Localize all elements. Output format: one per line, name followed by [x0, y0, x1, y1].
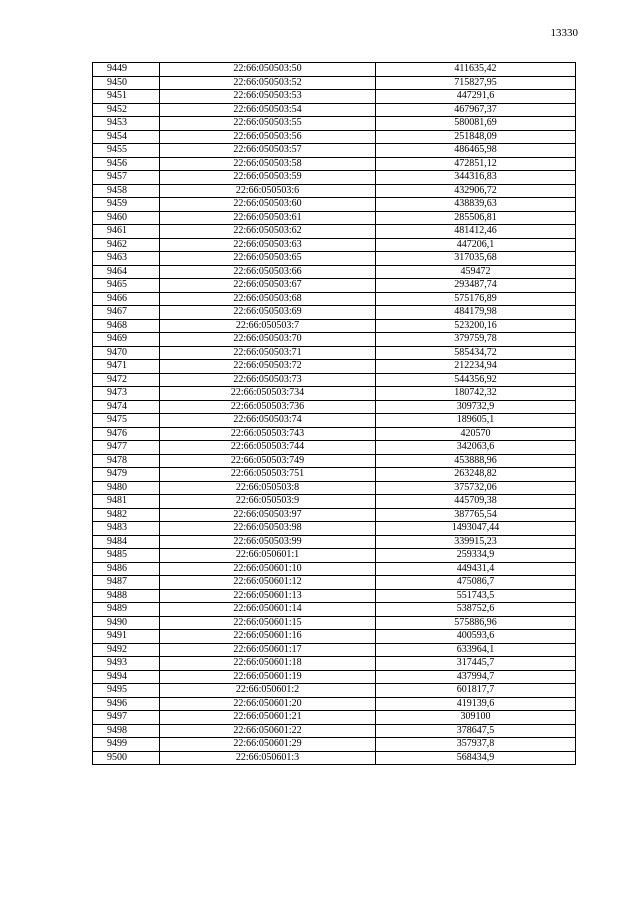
- cadastral-value: 375732,06: [376, 481, 576, 495]
- cadastral-value: 259334,9: [376, 549, 576, 563]
- cadastral-value: 285506,81: [376, 211, 576, 225]
- row-number: 9459: [93, 198, 160, 212]
- cadastral-number: 22:66:050503:743: [160, 427, 376, 441]
- row-number: 9497: [93, 711, 160, 725]
- cadastral-value: 344316,83: [376, 171, 576, 185]
- cadastral-value: 449431,4: [376, 562, 576, 576]
- cadastral-number: 22:66:050601:14: [160, 603, 376, 617]
- row-number: 9488: [93, 589, 160, 603]
- row-number: 9461: [93, 225, 160, 239]
- table-row: [93, 643, 576, 657]
- cadastral-value: 317445,7: [376, 657, 576, 671]
- row-number: 9486: [93, 562, 160, 576]
- row-number: 9452: [93, 103, 160, 117]
- cadastral-number: 22:66:050601:12: [160, 576, 376, 590]
- cadastral-value: 486465,98: [376, 144, 576, 158]
- table-row: [93, 630, 576, 644]
- table-row: [93, 346, 576, 360]
- row-number: 9474: [93, 400, 160, 414]
- cadastral-number: 22:66:050503:8: [160, 481, 376, 495]
- cadastral-value: 387765,54: [376, 508, 576, 522]
- cadastral-number: 22:66:050503:66: [160, 265, 376, 279]
- table-row: [93, 441, 576, 455]
- cadastral-value: 447206,1: [376, 238, 576, 252]
- cadastral-number: 22:66:050601:17: [160, 643, 376, 657]
- cadastral-number: 22:66:050503:749: [160, 454, 376, 468]
- cadastral-value: 189605,1: [376, 414, 576, 428]
- cadastral-number: 22:66:050601:3: [160, 751, 376, 765]
- cadastral-value: 467967,37: [376, 103, 576, 117]
- cadastral-number: 22:66:050503:65: [160, 252, 376, 266]
- table-body: [93, 63, 576, 765]
- table-row: [93, 522, 576, 536]
- table-row: [93, 157, 576, 171]
- table-row: [93, 697, 576, 711]
- table-row: [93, 738, 576, 752]
- row-number: 9493: [93, 657, 160, 671]
- table-row: [93, 360, 576, 374]
- cadastral-value: 538752,6: [376, 603, 576, 617]
- table-row: [93, 535, 576, 549]
- cadastral-value: 342063,6: [376, 441, 576, 455]
- table-row: [93, 211, 576, 225]
- table-row: [93, 562, 576, 576]
- cadastral-number: 22:66:050503:72: [160, 360, 376, 374]
- cadastral-number: 22:66:050503:54: [160, 103, 376, 117]
- cadastral-value: 445709,38: [376, 495, 576, 509]
- row-number: 9498: [93, 724, 160, 738]
- cadastral-value: 1493047,44: [376, 522, 576, 536]
- cadastral-value: 400593,6: [376, 630, 576, 644]
- table-row: [93, 265, 576, 279]
- cadastral-number: 22:66:050503:63: [160, 238, 376, 252]
- table-row: [93, 724, 576, 738]
- cadastral-value: 251848,09: [376, 130, 576, 144]
- row-number: 9479: [93, 468, 160, 482]
- cadastral-value: 432906,72: [376, 184, 576, 198]
- table-row: [93, 427, 576, 441]
- table-row: [93, 238, 576, 252]
- cadastral-value: 437994,7: [376, 670, 576, 684]
- row-number: 9451: [93, 90, 160, 104]
- table-row: [93, 306, 576, 320]
- cadastral-number: 22:66:050503:61: [160, 211, 376, 225]
- row-number: 9464: [93, 265, 160, 279]
- cadastral-number: 22:66:050601:19: [160, 670, 376, 684]
- row-number: 9495: [93, 684, 160, 698]
- table-row: [93, 481, 576, 495]
- row-number: 9473: [93, 387, 160, 401]
- table-row: [93, 130, 576, 144]
- cadastral-number: 22:66:050503:9: [160, 495, 376, 509]
- table-row: [93, 184, 576, 198]
- table-row: [93, 292, 576, 306]
- row-number: 9463: [93, 252, 160, 266]
- cadastral-value: 180742,32: [376, 387, 576, 401]
- cadastral-value: 453888,96: [376, 454, 576, 468]
- table-row: [93, 76, 576, 90]
- cadastral-number: 22:66:050503:99: [160, 535, 376, 549]
- table-row: [93, 657, 576, 671]
- cadastral-number: 22:66:050503:52: [160, 76, 376, 90]
- row-number: 9484: [93, 535, 160, 549]
- row-number: 9478: [93, 454, 160, 468]
- cadastral-number: 22:66:050601:15: [160, 616, 376, 630]
- row-number: 9467: [93, 306, 160, 320]
- cadastral-number: 22:66:050503:58: [160, 157, 376, 171]
- row-number: 9489: [93, 603, 160, 617]
- cadastral-value: 379759,78: [376, 333, 576, 347]
- cadastral-number: 22:66:050503:59: [160, 171, 376, 185]
- cadastral-value: 459472: [376, 265, 576, 279]
- row-number: 9485: [93, 549, 160, 563]
- table-row: [93, 333, 576, 347]
- cadastral-value: 378647,5: [376, 724, 576, 738]
- cadastral-number: 22:66:050503:67: [160, 279, 376, 293]
- table-row: [93, 495, 576, 509]
- cadastral-value: 263248,82: [376, 468, 576, 482]
- cadastral-value: 293487,74: [376, 279, 576, 293]
- table-row: [93, 751, 576, 765]
- table-row: [93, 400, 576, 414]
- row-number: 9466: [93, 292, 160, 306]
- table-row: [93, 252, 576, 266]
- cadastral-number: 22:66:050503:74: [160, 414, 376, 428]
- cadastral-number: 22:66:050601:21: [160, 711, 376, 725]
- row-number: 9449: [93, 63, 160, 77]
- cadastral-value: 575886,96: [376, 616, 576, 630]
- cadastral-number: 22:66:050503:73: [160, 373, 376, 387]
- cadastral-number: 22:66:050503:57: [160, 144, 376, 158]
- cadastral-number: 22:66:050601:29: [160, 738, 376, 752]
- row-number: 9468: [93, 319, 160, 333]
- cadastral-number: 22:66:050601:20: [160, 697, 376, 711]
- cadastral-value: 633964,1: [376, 643, 576, 657]
- table-row: [93, 454, 576, 468]
- row-number: 9483: [93, 522, 160, 536]
- cadastral-value: 447291,6: [376, 90, 576, 104]
- page-number: 13330: [550, 27, 578, 39]
- row-number: 9480: [93, 481, 160, 495]
- table-row: [93, 144, 576, 158]
- row-number: 9500: [93, 751, 160, 765]
- row-number: 9472: [93, 373, 160, 387]
- cadastral-value: 484179,98: [376, 306, 576, 320]
- cadastral-number: 22:66:050503:744: [160, 441, 376, 455]
- row-number: 9462: [93, 238, 160, 252]
- table-row: [93, 387, 576, 401]
- cadastral-number: 22:66:050503:50: [160, 63, 376, 77]
- table-row: [93, 279, 576, 293]
- row-number: 9476: [93, 427, 160, 441]
- cadastral-number: 22:66:050503:6: [160, 184, 376, 198]
- table-row: [93, 508, 576, 522]
- cadastral-number: 22:66:050503:62: [160, 225, 376, 239]
- cadastral-number: 22:66:050601:13: [160, 589, 376, 603]
- row-number: 9482: [93, 508, 160, 522]
- cadastral-value: 580081,69: [376, 117, 576, 131]
- row-number: 9471: [93, 360, 160, 374]
- row-number: 9490: [93, 616, 160, 630]
- table-row: [93, 603, 576, 617]
- table-row: [93, 198, 576, 212]
- cadastral-value: 544356,92: [376, 373, 576, 387]
- row-number: 9492: [93, 643, 160, 657]
- table-row: [93, 373, 576, 387]
- row-number: 9456: [93, 157, 160, 171]
- cadastral-number: 22:66:050503:55: [160, 117, 376, 131]
- cadastral-number: 22:66:050503:69: [160, 306, 376, 320]
- row-number: 9487: [93, 576, 160, 590]
- row-number: 9496: [93, 697, 160, 711]
- cadastral-number: 22:66:050503:70: [160, 333, 376, 347]
- table-row: [93, 414, 576, 428]
- table-row: [93, 549, 576, 563]
- cadastral-value: 568434,9: [376, 751, 576, 765]
- table-row: [93, 63, 576, 77]
- cadastral-value: 715827,95: [376, 76, 576, 90]
- table-row: [93, 117, 576, 131]
- cadastral-value: 317035,68: [376, 252, 576, 266]
- cadastral-value: 481412,46: [376, 225, 576, 239]
- cadastral-value: 575176,89: [376, 292, 576, 306]
- cadastral-value-table: [92, 62, 576, 765]
- cadastral-value: 309100: [376, 711, 576, 725]
- cadastral-value: 585434,72: [376, 346, 576, 360]
- table-row: [93, 319, 576, 333]
- cadastral-value: 601817,7: [376, 684, 576, 698]
- row-number: 9465: [93, 279, 160, 293]
- cadastral-value: 472851,12: [376, 157, 576, 171]
- table-row: [93, 684, 576, 698]
- cadastral-value: 357937,8: [376, 738, 576, 752]
- row-number: 9454: [93, 130, 160, 144]
- table-row: [93, 576, 576, 590]
- cadastral-number: 22:66:050601:10: [160, 562, 376, 576]
- table-row: [93, 225, 576, 239]
- cadastral-number: 22:66:050503:56: [160, 130, 376, 144]
- row-number: 9499: [93, 738, 160, 752]
- row-number: 9477: [93, 441, 160, 455]
- cadastral-number: 22:66:050503:98: [160, 522, 376, 536]
- row-number: 9460: [93, 211, 160, 225]
- row-number: 9450: [93, 76, 160, 90]
- cadastral-value: 309732,9: [376, 400, 576, 414]
- table-row: [93, 468, 576, 482]
- row-number: 9458: [93, 184, 160, 198]
- cadastral-number: 22:66:050503:751: [160, 468, 376, 482]
- cadastral-value: 419139,6: [376, 697, 576, 711]
- cadastral-number: 22:66:050601:18: [160, 657, 376, 671]
- table-row: [93, 711, 576, 725]
- row-number: 9457: [93, 171, 160, 185]
- row-number: 9491: [93, 630, 160, 644]
- cadastral-number: 22:66:050503:7: [160, 319, 376, 333]
- table-row: [93, 616, 576, 630]
- cadastral-number: 22:66:050503:736: [160, 400, 376, 414]
- table-row: [93, 103, 576, 117]
- cadastral-number: 22:66:050503:60: [160, 198, 376, 212]
- table-row: [93, 589, 576, 603]
- table-row: [93, 90, 576, 104]
- cadastral-number: 22:66:050503:71: [160, 346, 376, 360]
- cadastral-number: 22:66:050601:16: [160, 630, 376, 644]
- row-number: 9494: [93, 670, 160, 684]
- cadastral-value: 438839,63: [376, 198, 576, 212]
- cadastral-value: 551743,5: [376, 589, 576, 603]
- cadastral-value: 475086,7: [376, 576, 576, 590]
- cadastral-number: 22:66:050601:2: [160, 684, 376, 698]
- row-number: 9470: [93, 346, 160, 360]
- row-number: 9469: [93, 333, 160, 347]
- row-number: 9481: [93, 495, 160, 509]
- row-number: 9455: [93, 144, 160, 158]
- cadastral-number: 22:66:050601:22: [160, 724, 376, 738]
- row-number: 9475: [93, 414, 160, 428]
- row-number: 9453: [93, 117, 160, 131]
- table-row: [93, 670, 576, 684]
- cadastral-number: 22:66:050503:68: [160, 292, 376, 306]
- table-row: [93, 171, 576, 185]
- cadastral-value: 523200,16: [376, 319, 576, 333]
- cadastral-value: 420570: [376, 427, 576, 441]
- cadastral-number: 22:66:050503:97: [160, 508, 376, 522]
- cadastral-number: 22:66:050503:53: [160, 90, 376, 104]
- cadastral-value: 411635,42: [376, 63, 576, 77]
- cadastral-value: 212234,94: [376, 360, 576, 374]
- cadastral-value: 339915,23: [376, 535, 576, 549]
- cadastral-number: 22:66:050601:1: [160, 549, 376, 563]
- cadastral-number: 22:66:050503:734: [160, 387, 376, 401]
